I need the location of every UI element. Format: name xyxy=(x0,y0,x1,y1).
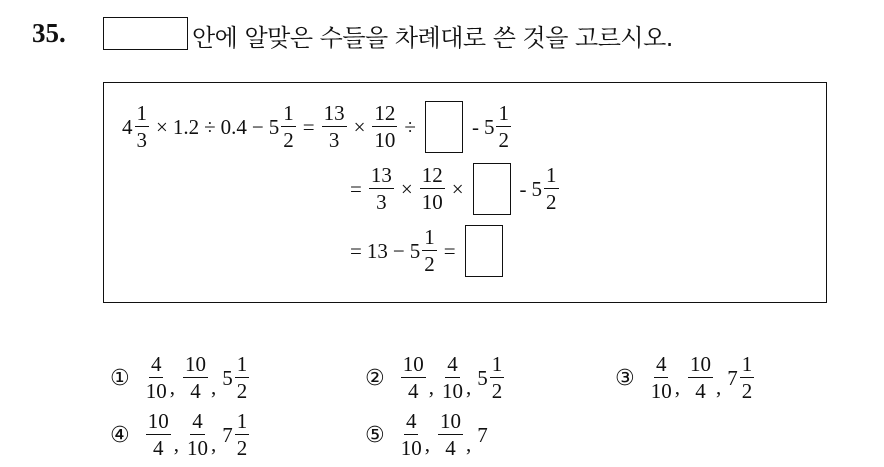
whole-part: 5 xyxy=(477,365,488,390)
denominator: 2 xyxy=(236,436,248,460)
numerator: 4 xyxy=(447,352,458,376)
comma: , xyxy=(210,375,217,399)
equals-sign: = xyxy=(350,176,362,201)
fraction xyxy=(183,354,208,402)
denominator: 3 xyxy=(328,128,340,152)
minus-sign: − xyxy=(392,238,405,263)
integer-value: 7 xyxy=(477,422,488,447)
equation-line-2 xyxy=(345,163,561,215)
choice-4[interactable] xyxy=(110,411,251,459)
whole-part: 5 xyxy=(483,114,495,139)
fraction xyxy=(544,165,559,213)
mixed-number xyxy=(484,103,513,151)
denominator: 4 xyxy=(190,379,201,403)
mixed-number xyxy=(269,103,298,151)
fraction xyxy=(401,354,426,402)
denominator: 2 xyxy=(424,252,435,276)
denominator: 2 xyxy=(283,128,294,152)
times-sign: × xyxy=(451,176,464,201)
mixed-number xyxy=(727,354,756,402)
fraction xyxy=(372,103,397,151)
fraction xyxy=(490,354,505,402)
integer-value: 13 xyxy=(366,238,388,263)
denominator: 2 xyxy=(236,379,248,403)
mixed-number xyxy=(222,354,251,402)
numerator: 12 xyxy=(374,101,396,125)
comma: , xyxy=(169,375,175,399)
fraction xyxy=(235,354,250,402)
decimal-value: 1.2 xyxy=(172,114,200,139)
denominator: 2 xyxy=(491,379,503,403)
comma: , xyxy=(424,432,430,456)
equation-panel xyxy=(103,82,827,303)
denominator: 10 xyxy=(374,128,396,152)
denominator: 3 xyxy=(136,128,147,152)
choice-number: ④ xyxy=(110,422,130,448)
denominator: 10 xyxy=(186,436,208,460)
fraction xyxy=(146,354,167,402)
mixed-number xyxy=(410,227,439,275)
fraction xyxy=(281,103,296,151)
fraction xyxy=(496,103,511,151)
mixed-number xyxy=(532,165,561,213)
equation-line-3 xyxy=(345,225,507,277)
denominator: 10 xyxy=(145,379,167,403)
numerator: 1 xyxy=(741,352,753,376)
fraction xyxy=(420,165,445,213)
fraction xyxy=(187,411,208,459)
answer-box xyxy=(465,225,503,277)
numerator: 4 xyxy=(150,352,162,376)
numerator: 1 xyxy=(136,101,147,125)
fraction xyxy=(438,411,463,459)
numerator: 13 xyxy=(323,101,345,125)
numerator: 10 xyxy=(439,409,461,433)
numerator: 13 xyxy=(370,163,392,187)
fraction xyxy=(322,103,347,151)
fraction xyxy=(651,354,672,402)
minus-sign: - xyxy=(519,176,527,201)
numerator: 10 xyxy=(147,409,169,433)
mixed-number xyxy=(122,103,151,151)
denominator: 4 xyxy=(152,436,164,460)
question-number: 35. xyxy=(32,18,66,48)
numerator: 4 xyxy=(655,352,667,376)
mixed-number xyxy=(222,411,251,459)
answer-box xyxy=(425,101,463,153)
numerator: 4 xyxy=(405,409,417,433)
denominator: 4 xyxy=(445,436,456,460)
question-text: 안에 알맞은 수들을 차례대로 쓴 것을 고르시오. xyxy=(192,24,673,52)
comma: , xyxy=(465,432,472,456)
whole-part: 5 xyxy=(409,238,421,263)
denominator: 10 xyxy=(400,436,422,460)
answer-box xyxy=(473,163,511,215)
numerator: 1 xyxy=(424,225,435,249)
decimal-value: 0.4 xyxy=(220,114,247,139)
choice-5[interactable] xyxy=(365,411,488,459)
whole-part: 5 xyxy=(531,176,543,201)
equals-sign: = xyxy=(443,238,456,263)
fraction xyxy=(235,411,250,459)
fraction xyxy=(369,165,394,213)
numerator: 1 xyxy=(236,352,248,376)
times-sign: × xyxy=(353,114,366,139)
numerator: 10 xyxy=(184,352,206,376)
choice-number: ⑤ xyxy=(365,422,385,448)
fraction xyxy=(146,411,171,459)
numerator: 1 xyxy=(546,163,557,187)
choice-number: ③ xyxy=(615,365,635,391)
fraction xyxy=(422,227,437,275)
denominator: 10 xyxy=(650,379,672,403)
denominator: 2 xyxy=(498,128,509,152)
denominator: 2 xyxy=(741,379,753,403)
numerator: 1 xyxy=(236,409,248,433)
fraction xyxy=(740,354,755,402)
times-sign: × xyxy=(156,114,168,139)
comma: , xyxy=(173,432,179,456)
whole-part: 5 xyxy=(222,365,233,390)
choice-3[interactable] xyxy=(615,354,756,402)
equals-sign: = xyxy=(302,114,315,139)
divide-sign: ÷ xyxy=(204,114,216,139)
choice-2[interactable] xyxy=(365,354,506,402)
denominator: 10 xyxy=(441,379,463,403)
comma: , xyxy=(674,375,680,399)
question-blank-box xyxy=(103,17,188,50)
fraction xyxy=(688,354,713,402)
comma: , xyxy=(715,375,722,399)
fraction xyxy=(135,103,150,151)
times-sign: × xyxy=(400,176,413,201)
choice-1[interactable] xyxy=(110,354,251,402)
whole-part: 5 xyxy=(268,114,280,139)
equals-sign: = xyxy=(350,238,362,263)
whole-part: 7 xyxy=(727,365,738,390)
denominator: 2 xyxy=(546,190,557,214)
comma: , xyxy=(210,432,217,456)
numerator: 1 xyxy=(498,101,509,125)
numerator: 1 xyxy=(491,352,503,376)
numerator: 10 xyxy=(689,352,711,376)
equation-line-1 xyxy=(122,101,513,153)
choice-number: ① xyxy=(110,365,130,391)
numerator: 12 xyxy=(421,163,443,187)
numerator: 1 xyxy=(283,101,294,125)
denominator: 4 xyxy=(407,379,419,403)
mixed-number xyxy=(477,354,506,402)
denominator: 4 xyxy=(695,379,706,403)
comma: , xyxy=(465,375,472,399)
denominator: 3 xyxy=(376,190,387,214)
comma: , xyxy=(428,375,434,399)
fraction xyxy=(442,354,463,402)
fraction xyxy=(401,411,422,459)
divide-sign: ÷ xyxy=(404,114,416,139)
choice-number: ② xyxy=(365,365,385,391)
whole-part: 7 xyxy=(222,422,233,447)
minus-sign: - xyxy=(471,114,479,139)
denominator: 10 xyxy=(421,190,443,214)
numerator: 4 xyxy=(192,409,203,433)
whole-part: 4 xyxy=(122,114,133,139)
minus-sign: − xyxy=(251,114,264,139)
numerator: 10 xyxy=(402,352,424,376)
